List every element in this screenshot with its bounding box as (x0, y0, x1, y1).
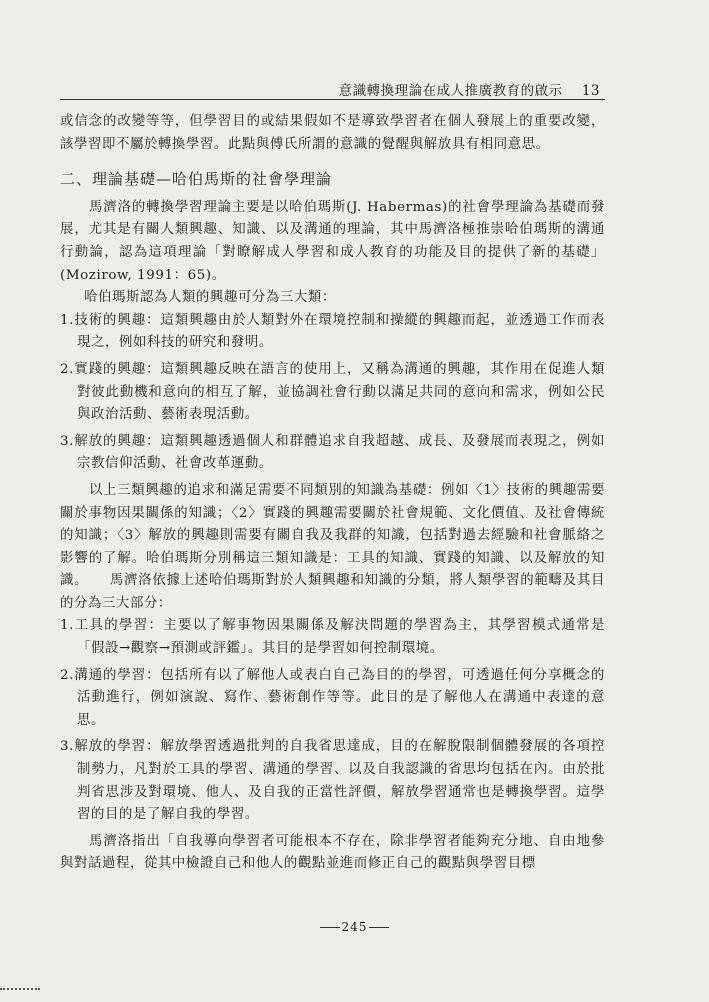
folio-number: 245 (341, 920, 368, 934)
opening-paragraph: 或信念的改變等等，但學習目的或結果假如不是導致學習者在個人發展上的重要改變，該學習即不屬於轉換學習。此點與傅氏所謂的意識的覺醒與解放具有相同意思。 (60, 114, 605, 152)
interest-item: 1.技術的興趣：這類興趣由於人類對外在環境控制和操縱的興趣而起，並透過工作而表現之，例如科技的研究和發明。 (60, 312, 605, 351)
interests-lead: 哈伯瑪斯認為人類的興趣可分為三大類： (84, 290, 336, 306)
knowledge-paragraph: 以上三類興趣的追求和滿足需要不同類別的知識為基礎：例如〈1〉技術的興趣需要關於事物因果關係的知識；〈2〉實踐的興趣需要關於社會規範、文化價值、及社會傳統的知識；〈3〉解放的興趣則需要有關自我及我群的知識，包括對過去經驗和社會脈絡之影響的了解。哈伯瑪斯分別稱這三類知識是：工具的知識、實踐的知識、以及解放的知識。 馬濟洛依據上述哈伯瑪斯對於人類興趣和知識的分類，將人類學習的範疇及其目的分為三大部分： (60, 482, 605, 611)
learning-item: 3.解放的學習：解放學習透過批判的自我省思達成，目的在解脫限制個體發展的各項控制勢力，凡對於工具的學習、溝通的學習、以及自我認識的省思均包括在內。由於批判省思涉及對環境、他人、及自我的正當性評價，解放學習通常也是轉換學習。這學習的目的是了解自我的學習。 (60, 739, 605, 823)
learning-item: 1.工具的學習：主要以了解事物因果關係及解決問題的學習為主，其學習模式通常是「假設→觀察→預測或評鑑」。其目的是學習如何控制環境。 (60, 618, 605, 657)
running-title: 意識轉換理論在成人推廣教育的啟示 (338, 83, 563, 99)
closing-paragraph: 馬濟洛指出「自我導向學習者可能根本不存在，除非學習者能夠充分地、自由地參與對話過程，從其中檢證自己和他人的觀點並進而修正自己的觀點與學習目標 (60, 833, 605, 872)
page-footer (0, 920, 709, 934)
section-heading: 二、理論基礎—哈伯馬斯的社會學理論 (60, 170, 333, 189)
page-number: 13 (581, 83, 600, 99)
body-text (60, 111, 605, 876)
footer-dash-right (369, 927, 389, 928)
footer-dash-left (320, 927, 340, 928)
header-rule (60, 99, 605, 100)
interest-item: 2.實踐的興趣：這類興趣反映在語言的使用上，又稱為溝通的興趣，其作用在促進人類對彼此動機和意向的相互了解，並協調社會行動以滿足共同的意向和需求，例如公民與政治活動、藝術表現活動。 (60, 361, 605, 423)
running-header (60, 79, 600, 99)
intro-paragraph: 馬濟洛的轉換學習理論主要是以哈伯瑪斯(J. Habermas)的社會學理論為基礎而發展，尤其是有關人類興趣、知識、以及溝通的理論，其中馬濟洛極推崇哈伯瑪斯的溝通行動論，認為這項理論「對瞭解成人學習和成人教育的功能及目的提供了新的基礎」(Mozirow, 1991：65)。 (60, 199, 605, 283)
interest-item: 3.解放的興趣：這類興趣透過個人和群體追求自我超越、成長、及發展而表現之，例如宗教信仰活動、社會改革運動。 (60, 433, 605, 472)
scan-edge-mark (0, 988, 40, 990)
learning-item: 2.溝通的學習：包括所有以了解他人或表白自己為目的的學習，可透過任何分享概念的活動進行，例如演說、寫作、藝術創作等等。此目的是了解他人在溝通中表達的意思。 (60, 667, 605, 728)
